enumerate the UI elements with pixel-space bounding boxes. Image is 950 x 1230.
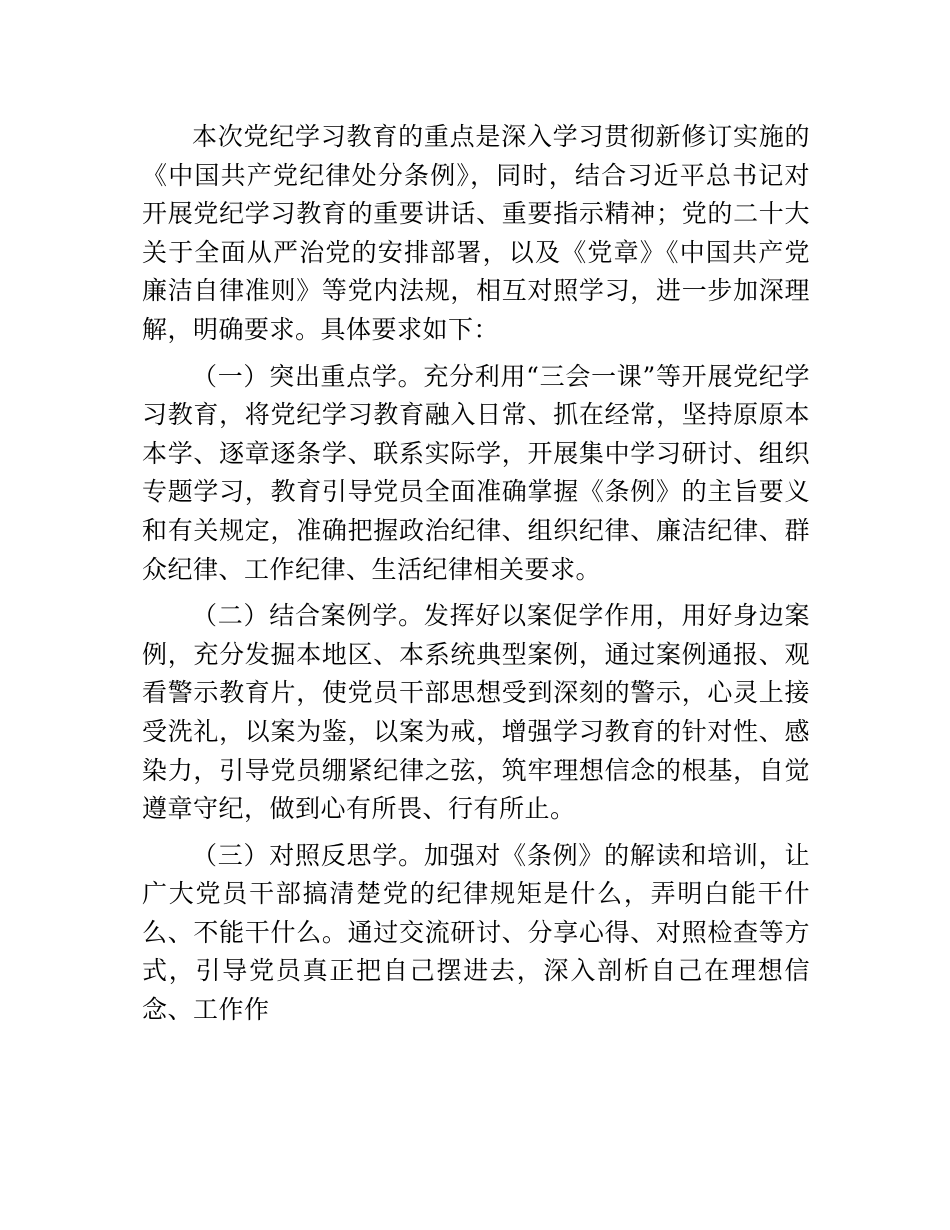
paragraph-intro: 本次党纪学习教育的重点是深入学习贯彻新修订实施的《中国共产党纪律处分条例》，同时，结合习近平总书记对开展党纪学习教育的重要讲话、重要指示精神；党的二十大关于全面从严治党的安排部署，以及《党章》《中国共产党廉洁自律准则》等党内法规，相互对照学习，进一步加深理解，明确要求。具体要求如下： [142,122,810,344]
paragraph-section-2: （二）结合案例学。发挥好以案促学作用，用好身边案例，充分发掘本地区、本系统典型案例，通过案例通报、观看警示教育片，使党员干部思想受到深刻的警示，心灵上接受洗礼，以案为鉴，以案为戒，增强学习教育的针对性、感染力，引导党员绷紧纪律之弦，筑牢理想信念的根基，自觉遵章守纪，做到心有所畏、行有所止。 [142,601,810,824]
paragraph-section-3: （三）对照反思学。加强对《条例》的解读和培训，让广大党员干部搞清楚党的纪律规矩是什么，弄明白能干什么、不能干什么。通过交流研讨、分享心得、对照检查等方式，引导党员真正把自己摆进去，深入剖析自己在理想信念、工作作 [142,840,810,1025]
paragraph-section-1: （一）突出重点学。充分利用“三会一课”等开展党纪学习教育，将党纪学习教育融入日常、抓在经常，坚持原原本本学、逐章逐条学、联系实际学，开展集中学习研讨、组织专题学习，教育引导党员全面准确掌握《条例》的主旨要义和有关规定，准确把握政治纪律、组织纪律、廉洁纪律、群众纪律、工作纪律、生活纪律相关要求。 [142,361,810,584]
document-body [142,118,810,1038]
